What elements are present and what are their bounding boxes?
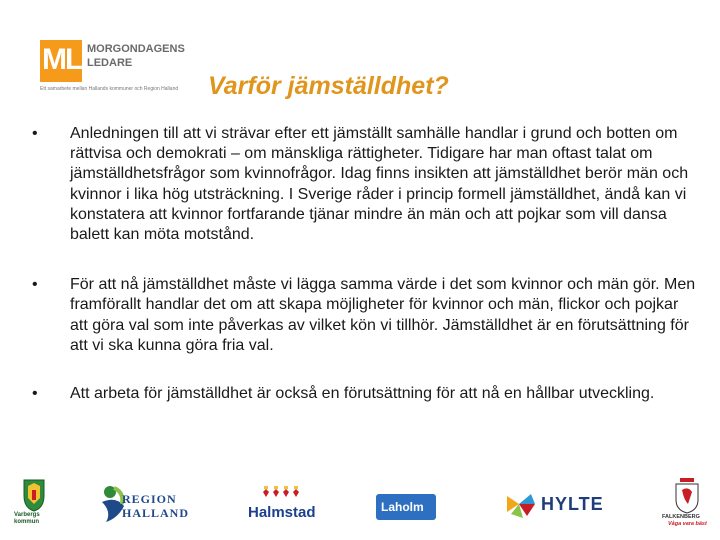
bullet-item [30,124,700,245]
region-halland-logo [98,478,208,526]
bullet-text: Anledningen till att vi strävar efter ett jämställt samhälle handlar i grund och botten om rättvisa och demokrati – om mänskliga rättigheter. Tidigare har man oftast talat om jämställdhetsfrågor som kvinnofrågor. Idag finns insikten att jämställdhet berör män och kvinnor i lika hög utsträckning. I Sverige råder i princip formell jämställdhet, ändå kan vi konstatera att kvinnor fortfarande tjänar mindre än män och att pojkar som vill dansa balett kan möta motstånd. [70,125,689,244]
morgondagens-ledare-logo [40,40,185,100]
ml-logo-mark [40,40,82,82]
varbergs-kommun-logo [14,478,54,526]
laholm-label: Laholm [381,500,424,514]
region-line1: REGION [122,492,177,506]
region-line2: HALLAND [122,506,190,520]
varberg-label: Varbergs kommun [14,512,40,525]
bullet-list [30,124,700,404]
ml-logo-letters: ML [42,43,82,76]
falkenberg-label: FALKENBERG [662,514,700,520]
varberg-shield-icon [14,478,54,512]
bullet-item [30,275,700,356]
hylte-logo [505,478,604,526]
ml-logo-line2: LEDARE [87,57,133,69]
bullet-marker: • [32,125,38,142]
falkenberg-tagline: Våga vara bäst [668,521,707,527]
hylte-mark-icon [505,490,539,520]
hylte-label: HYLTE [541,494,604,514]
bullet-text: För att nå jämställdhet måste vi lägga samma värde i det som kvinnor och män gör. Men framförallt handlar det om att skapa möjligheter för kvinnor och män, flickor och pojkar att göra val som inte påverkas av vilket kön vi tillhör. Jämställdhet är en förutsättning för att vi ska kunna göra fria val. [70,276,696,354]
slide-title: Varför jämställdhet? [208,72,449,100]
bullet-text: Att arbeta för jämställdhet är också en förutsättning för att nå en hållbar utveckling. [70,385,655,403]
falkenberg-logo [660,478,718,526]
falkenberg-crest-icon [672,478,702,514]
halmstad-logo [246,478,316,526]
ml-logo-line1: MORGONDAGENS [87,43,185,55]
bullet-marker: • [32,276,38,294]
halmstad-hearts-icon [246,486,316,504]
bullet-item [30,384,700,404]
laholm-badge [376,494,436,520]
bullet-marker: • [32,385,38,403]
ml-logo-wordmark [87,42,185,70]
ml-logo-tagline: Ett samarbete mellan Hallands kommuner och Region Halland [40,86,179,92]
laholm-logo [376,478,438,526]
halmstad-label: Halmstad [248,504,316,521]
